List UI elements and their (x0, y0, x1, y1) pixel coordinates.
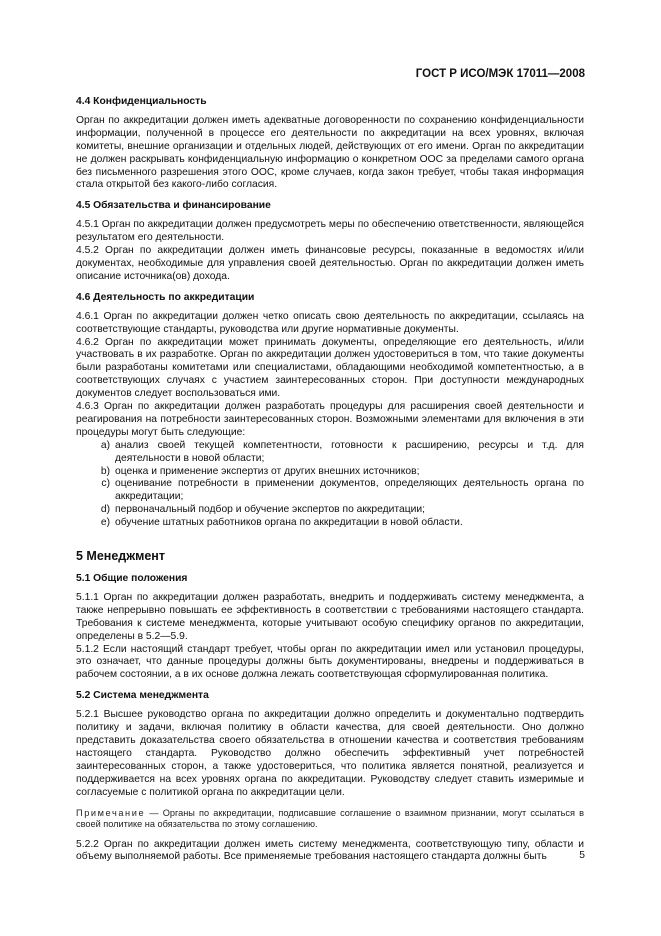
paragraph: 5.2.1 Высшее руководство органа по аккредитации должно определить и документально подтвердить политику и задачи, включая политику в области качества, для своей деятельности. Оно должно представить доказательства своего обязательства в отношении качества и соответствия требованиям настоящего стандарта. Руководство должно обеспечить эффективный учет потребностей заинтересованных сторон, а также удостовериться, что политика является понятной, реализуется и поддерживается на всех уровнях органа по аккредитации. Руководству следует ставить измеримые и согласуемые с политикой органа по аккредитации цели. (76, 709, 584, 798)
list-item-text: обучение штатных работников органа по аккредитации в новой области. (115, 517, 463, 529)
enumerated-list (76, 440, 584, 530)
note-label: Примечание (76, 807, 146, 818)
list-item-text: анализ своей текущей компетентности, готовности к расширению, ресурсы и т.д. для деятельности в новой области; (115, 439, 584, 464)
page-content (76, 96, 584, 870)
list-marker: b) (100, 465, 110, 477)
list-item (76, 517, 584, 530)
paragraph: 5.1.2 Если настоящий стандарт требует, чтобы орган по аккредитации имел или установил процедуры, это означает, что данные процедуры должны быть документированы, внедрены и поддерживаться в рабочем состоянии, а в их основе должна лежать соответствующая сформулированная политика. (76, 643, 584, 681)
list-marker: c) (101, 478, 110, 490)
section-5-1 (76, 573, 584, 682)
paragraph: 4.5.2 Орган по аккредитации должен иметь финансовые ресурсы, показанные в ведомостях и/или документах, необходимые для управления своей деятельностью. Орган по аккредитации должен иметь описание источника(ов) дохода. (76, 245, 584, 282)
section-heading: 4.6 Деятельность по аккредитации (76, 291, 255, 303)
paragraph: 5.2.2 Орган по аккредитации должен иметь систему менеджмента, соответствующую типу, области и объему выполняемой работы. Все применяемые требования настоящего стандарта должны быть (76, 838, 584, 863)
page-number: 5 (579, 850, 585, 861)
paragraph: Орган по аккредитации должен иметь адекватные договоренности по сохранению конфиденциальности информации, полученной в процессе его деятельности по аккредитации на всех уровнях, включая комитеты, внешние организации и отдельных людей, действующих от его имени. Орган по аккредитации не должен раскрывать конфиденциальную информацию о конкретном ООС за пределами самого органа без письменного разрешения этого ООС, кроме случаев, когда закон требует, чтобы такая информация стала открытой без какого-либо согласия. (76, 114, 584, 191)
section-4-6 (76, 292, 584, 530)
note (76, 808, 584, 831)
paragraph: 4.6.1 Орган по аккредитации должен четко описать свою деятельность по аккредитации, ссылаясь на соответствующие стандарты, руководства или другие нормативные документы. (76, 310, 584, 335)
list-item (76, 440, 584, 466)
list-marker: d) (100, 504, 110, 516)
list-item (76, 478, 584, 504)
list-item-text: оценка и применение экспертиз от других внешних источников; (115, 465, 420, 477)
standard-header: ГОСТ Р ИСО/МЭК 17011—2008 (415, 68, 585, 80)
section-heading: 4.5 Обязательства и финансирование (76, 200, 271, 212)
section-5-2 (76, 690, 584, 864)
list-item-text: оценивание потребности в применении документов, определяющих деятельность органа по аккредитации; (115, 478, 584, 503)
section-heading: 5.1 Общие положения (76, 573, 188, 584)
list-marker: e) (100, 517, 110, 529)
paragraph: 4.6.3 Орган по аккредитации должен разработать процедуры для расширения своей деятельности и реагирования на потребности заинтересованных сторон. Возможными элементами для включения в эти процедуры могут быть следующие: (76, 401, 584, 438)
section-4-5 (76, 200, 584, 283)
paragraph: 4.5.1 Орган по аккредитации должен предусмотреть меры по обеспечению ответственности, являющейся результатом его деятельности. (76, 219, 584, 244)
list-item (76, 504, 584, 517)
list-item-text: первоначальный подбор и обучение экспертов по аккредитации; (115, 504, 425, 516)
section-4-4 (76, 96, 584, 192)
paragraph: 5.1.1 Орган по аккредитации должен разработать, внедрить и поддерживать систему менеджмента, а также непрерывно повышать ее эффективность в соответствии с требованиями настоящего стандарта. Требования к системе менеджмента, которые учитывают особую специфику органов по аккредитации, определены в 5.2—5.9. (76, 591, 584, 642)
chapter-heading: 5 Менеджмент (76, 549, 165, 564)
list-marker: a) (100, 439, 110, 451)
list-item (76, 466, 584, 479)
paragraph: 4.6.2 Орган по аккредитации может принимать документы, определяющие его деятельность, и/или участвовать в их разработке. Орган по аккредитации должен удостовериться в том, что такие документы были разработаны комитетами или специалистами, обладающими необходимой компетентностью, а в соответствующих случаях с участием заинтересованных сторон. При доступности международных документов следует воспользоваться ими. (76, 336, 584, 400)
note-text: — Органы по аккредитации, подписавшие соглашение о взаимном признании, могут ссылаться в своей политике на обязательства по этому соглашению. (76, 807, 584, 829)
section-heading: 5.2 Система менеджмента (76, 690, 209, 702)
section-heading: 4.4 Конфиденциальность (76, 96, 207, 107)
